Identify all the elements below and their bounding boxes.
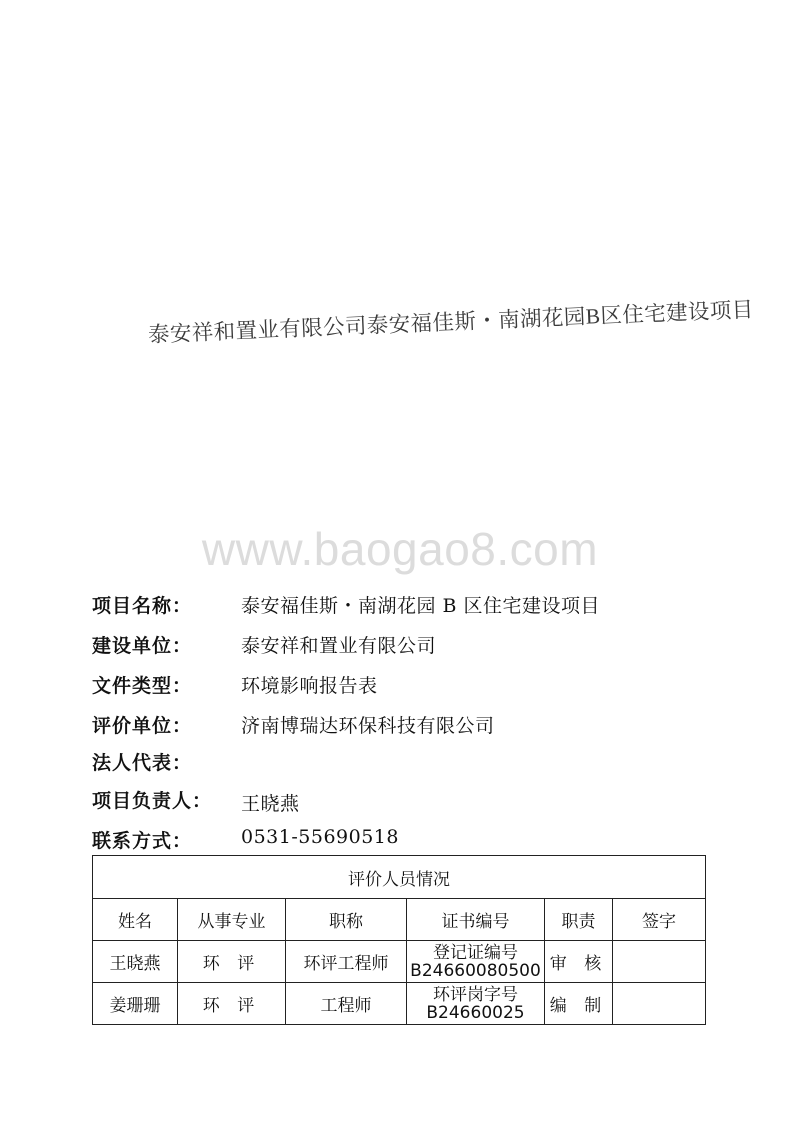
staff-cert xyxy=(407,941,545,983)
staff-major: 环 评 xyxy=(178,941,286,983)
builder-value: 泰安祥和置业有限公司 xyxy=(241,635,437,657)
staff-name: 姜珊珊 xyxy=(93,983,178,1025)
header-duty: 职责 xyxy=(545,899,613,941)
staff-table xyxy=(92,855,706,1025)
header-cert: 证书编号 xyxy=(407,899,545,941)
header-signature: 签字 xyxy=(613,899,706,941)
staff-duty: 审 核 xyxy=(545,941,613,983)
staff-signature xyxy=(613,941,706,983)
staff-duty: 编 制 xyxy=(545,983,613,1025)
contact-label: 联系方式： xyxy=(92,830,193,852)
project-lead-value: 王晓燕 xyxy=(241,793,300,815)
table-row xyxy=(93,983,706,1025)
assessor-label: 评价单位： xyxy=(92,715,193,737)
project-name-label: 项目名称： xyxy=(92,595,193,617)
staff-title: 工程师 xyxy=(286,983,407,1025)
header-title: 职称 xyxy=(286,899,407,941)
header-major: 从事专业 xyxy=(178,899,286,941)
builder-label: 建设单位： xyxy=(92,635,193,657)
cert-label: 环评岗字号 xyxy=(433,984,518,1005)
cover-project-title: 泰安祥和置业有限公司泰安福佳斯・南湖花园B区住宅建设项目 xyxy=(147,297,755,347)
legal-rep-label: 法人代表： xyxy=(92,752,193,774)
staff-title: 环评工程师 xyxy=(286,941,407,983)
watermark-text: www.baogao8.com xyxy=(201,523,599,575)
table-row xyxy=(93,941,706,983)
cert-label: 登记证编号 xyxy=(433,942,518,963)
project-name-value: 泰安福佳斯・南湖花园 B 区住宅建设项目 xyxy=(241,595,601,617)
staff-table-header xyxy=(93,899,706,941)
project-lead-label: 项目负责人： xyxy=(92,790,213,812)
staff-table-caption: 评价人员情况 xyxy=(93,856,706,899)
staff-major: 环 评 xyxy=(178,983,286,1025)
header-name: 姓名 xyxy=(93,899,178,941)
assessor-value: 济南博瑞达环保科技有限公司 xyxy=(241,715,495,737)
staff-cert xyxy=(407,983,545,1025)
staff-signature xyxy=(613,983,706,1025)
file-type-value: 环境影响报告表 xyxy=(241,675,378,697)
cert-number: B24660080500 xyxy=(410,960,541,981)
file-type-label: 文件类型： xyxy=(92,675,193,697)
cert-number: B24660025 xyxy=(426,1002,525,1023)
contact-value: 0531-55690518 xyxy=(241,826,399,848)
staff-name: 王晓燕 xyxy=(93,941,178,983)
